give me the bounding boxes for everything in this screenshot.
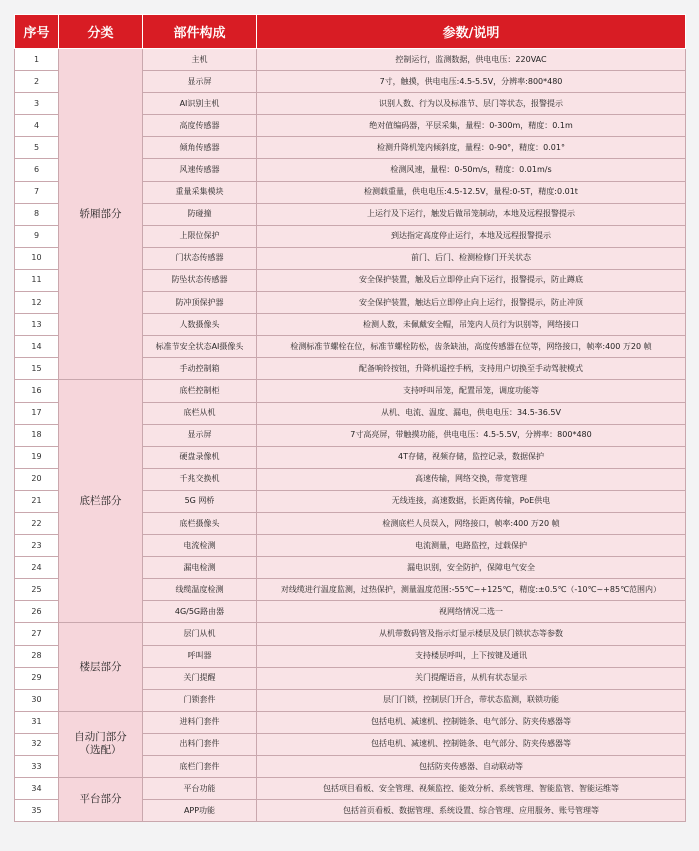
row-number: 34 — [15, 778, 59, 800]
part-parameters: 检测风速，量程：0-50m/s，精度：0.01m/s — [257, 159, 686, 181]
header-category: 分类 — [59, 15, 143, 49]
row-number: 12 — [15, 292, 59, 314]
part-parameters: 关门提醒语音，从机有状态显示 — [257, 667, 686, 689]
row-number: 29 — [15, 667, 59, 689]
part-parameters: 高速传输，网络交换，带宽管理 — [257, 468, 686, 490]
part-name: 底栏门套件 — [143, 756, 257, 778]
part-name: 层门从机 — [143, 623, 257, 645]
header-seq: 序号 — [15, 15, 59, 49]
part-name: 显示屏 — [143, 424, 257, 446]
part-parameters: 层门门锁，控制层门开合，带状态监测，联锁功能 — [257, 689, 686, 711]
row-number: 30 — [15, 689, 59, 711]
row-number: 19 — [15, 446, 59, 468]
part-parameters: 7寸，触摸，供电电压:4.5-5.5V，分辨率:800*480 — [257, 71, 686, 93]
table-header-row — [15, 15, 686, 49]
part-parameters: 识别人数、行为以及标准节、层门等状态，报警提示 — [257, 93, 686, 115]
part-name: 标准节安全状态AI摄像头 — [143, 336, 257, 358]
table-row — [15, 778, 686, 800]
row-number: 20 — [15, 468, 59, 490]
row-number: 9 — [15, 225, 59, 247]
row-number: 27 — [15, 623, 59, 645]
row-number: 7 — [15, 181, 59, 203]
part-name: 底栏摄像头 — [143, 512, 257, 534]
part-parameters: 控制运行，监测数据，供电电压：220VAC — [257, 49, 686, 71]
table-body — [15, 49, 686, 822]
part-name: 底栏控制柜 — [143, 380, 257, 402]
part-parameters: 漏电识别，安全防护，保障电气安全 — [257, 557, 686, 579]
header-param: 参数/说明 — [257, 15, 686, 49]
row-number: 21 — [15, 490, 59, 512]
category-cell — [59, 49, 143, 380]
row-number: 14 — [15, 336, 59, 358]
category-label: 轿厢部分 — [79, 207, 122, 220]
row-number: 5 — [15, 137, 59, 159]
part-name: 风速传感器 — [143, 159, 257, 181]
parts-spec-sheet — [14, 14, 685, 822]
row-number: 6 — [15, 159, 59, 181]
part-name: 主机 — [143, 49, 257, 71]
part-name: 上限位保护 — [143, 225, 257, 247]
part-name: 防冲顶保护器 — [143, 292, 257, 314]
row-number: 2 — [15, 71, 59, 93]
part-name: 倾角传感器 — [143, 137, 257, 159]
part-parameters: 上运行及下运行，触发后做吊笼制动，本地及远程报警提示 — [257, 203, 686, 225]
category-label: 自动门部分 — [74, 731, 127, 744]
row-number: 24 — [15, 557, 59, 579]
category-cell — [59, 623, 143, 711]
part-name: 高度传感器 — [143, 115, 257, 137]
parts-table — [14, 14, 686, 822]
part-name: 进料门套件 — [143, 711, 257, 733]
part-parameters: 无线连接，高速数据，长距离传输，PoE供电 — [257, 490, 686, 512]
part-name: 平台功能 — [143, 778, 257, 800]
part-parameters: 7寸高亮屏，带触摸功能，供电电压：4.5-5.5V，分辨率：800*480 — [257, 424, 686, 446]
part-name: 4G/5G路由器 — [143, 601, 257, 623]
part-name: APP功能 — [143, 800, 257, 822]
row-number: 18 — [15, 424, 59, 446]
part-parameters: 包括防夹传感器、自动联动等 — [257, 756, 686, 778]
part-name: 防坠状态传感器 — [143, 269, 257, 291]
part-name: 手动控制箱 — [143, 358, 257, 380]
part-name: 硬盘录像机 — [143, 446, 257, 468]
part-parameters: 支持楼层呼叫，上下按键及通讯 — [257, 645, 686, 667]
category-cell — [59, 778, 143, 822]
row-number: 35 — [15, 800, 59, 822]
part-parameters: 检测升降机笼内倾斜度，量程：0-90°，精度：0.01° — [257, 137, 686, 159]
part-name: 人数摄像头 — [143, 314, 257, 336]
part-parameters: 前门、后门、检测检修门开关状态 — [257, 247, 686, 269]
part-name: AI识别主机 — [143, 93, 257, 115]
category-label: 底栏部分 — [79, 494, 122, 507]
part-name: 线缆温度检测 — [143, 579, 257, 601]
table-row — [15, 711, 686, 733]
part-parameters: 包括电机、减速机、控制链条、电气部分、防夹传感器等 — [257, 711, 686, 733]
part-parameters: 安全保护装置，触及后立即停止向下运行，报警提示，防止蹲底 — [257, 269, 686, 291]
part-parameters: 安全保护装置，触达后立即停止向上运行，报警提示，防止冲顶 — [257, 292, 686, 314]
part-parameters: 检测载重量，供电电压:4.5-12.5V，量程:0-5T，精度:0.01t — [257, 181, 686, 203]
part-name: 呼叫器 — [143, 645, 257, 667]
category-cell — [59, 711, 143, 777]
part-parameters: 包括项目看板、安全管理、视频监控、能效分析、系统管理、智能监管、智能运维等 — [257, 778, 686, 800]
part-name: 显示屏 — [143, 71, 257, 93]
row-number: 26 — [15, 601, 59, 623]
part-name: 关门提醒 — [143, 667, 257, 689]
row-number: 1 — [15, 49, 59, 71]
part-parameters: 包括首页看板、数据管理、系统设置、综合管理、应用服务、账号管理等 — [257, 800, 686, 822]
row-number: 32 — [15, 733, 59, 755]
part-name: 防碰撞 — [143, 203, 257, 225]
part-name: 千兆交换机 — [143, 468, 257, 490]
table-row — [15, 380, 686, 402]
row-number: 22 — [15, 512, 59, 534]
part-parameters: 从机带数码管及指示灯显示楼层及层门锁状态等参数 — [257, 623, 686, 645]
row-number: 16 — [15, 380, 59, 402]
part-parameters: 包括电机、减速机、控制链条、电气部分、防夹传感器等 — [257, 733, 686, 755]
part-name: 漏电检测 — [143, 557, 257, 579]
row-number: 23 — [15, 535, 59, 557]
row-number: 15 — [15, 358, 59, 380]
part-parameters: 配备响铃按钮，升降机遥控手柄，支持用户切换至手动驾驶模式 — [257, 358, 686, 380]
category-label: 楼层部分 — [79, 660, 122, 673]
row-number: 10 — [15, 247, 59, 269]
category-label: （选配） — [79, 744, 122, 757]
category-cell — [59, 380, 143, 623]
row-number: 11 — [15, 269, 59, 291]
row-number: 17 — [15, 402, 59, 424]
row-number: 8 — [15, 203, 59, 225]
part-name: 门状态传感器 — [143, 247, 257, 269]
row-number: 4 — [15, 115, 59, 137]
part-name: 重量采集模块 — [143, 181, 257, 203]
header-part: 部件构成 — [143, 15, 257, 49]
part-parameters: 绝对值编码器，平层采集，量程：0-300m，精度：0.1m — [257, 115, 686, 137]
row-number: 25 — [15, 579, 59, 601]
row-number: 13 — [15, 314, 59, 336]
row-number: 28 — [15, 645, 59, 667]
row-number: 33 — [15, 756, 59, 778]
part-parameters: 到达指定高度停止运行，本地及远程报警提示 — [257, 225, 686, 247]
table-row — [15, 49, 686, 71]
part-name: 5G 网桥 — [143, 490, 257, 512]
part-name: 门锁套件 — [143, 689, 257, 711]
part-name: 电流检测 — [143, 535, 257, 557]
table-row — [15, 623, 686, 645]
row-number: 31 — [15, 711, 59, 733]
part-parameters: 对线缆进行温度监测，过热保护，测量温度范围:-55℃~+125℃，精度:±0.5℃（-10℃~+85℃范围内） — [257, 579, 686, 601]
part-parameters: 从机、电流、温度、漏电，供电电压：34.5-36.5V — [257, 402, 686, 424]
part-parameters: 电流测量，电路监控，过载保护 — [257, 535, 686, 557]
part-parameters: 检测底栏人员误入，网络接口，帧率:400 万20 帧 — [257, 512, 686, 534]
part-parameters: 支持呼叫吊笼，配置吊笼，调度功能等 — [257, 380, 686, 402]
part-name: 出料门套件 — [143, 733, 257, 755]
row-number: 3 — [15, 93, 59, 115]
part-name: 底栏从机 — [143, 402, 257, 424]
category-label: 平台部分 — [79, 793, 122, 806]
part-parameters: 4T存储，视频存储，监控记录，数据保护 — [257, 446, 686, 468]
part-parameters: 视网络情况二选一 — [257, 601, 686, 623]
part-parameters: 检测标准节螺栓在位，标准节螺栓防松，齿条缺油，高度传感器在位等，网络接口，帧率:400 万20 帧 — [257, 336, 686, 358]
part-parameters: 检测人数，未佩戴安全帽，吊笼内人员行为识别等，网络接口 — [257, 314, 686, 336]
